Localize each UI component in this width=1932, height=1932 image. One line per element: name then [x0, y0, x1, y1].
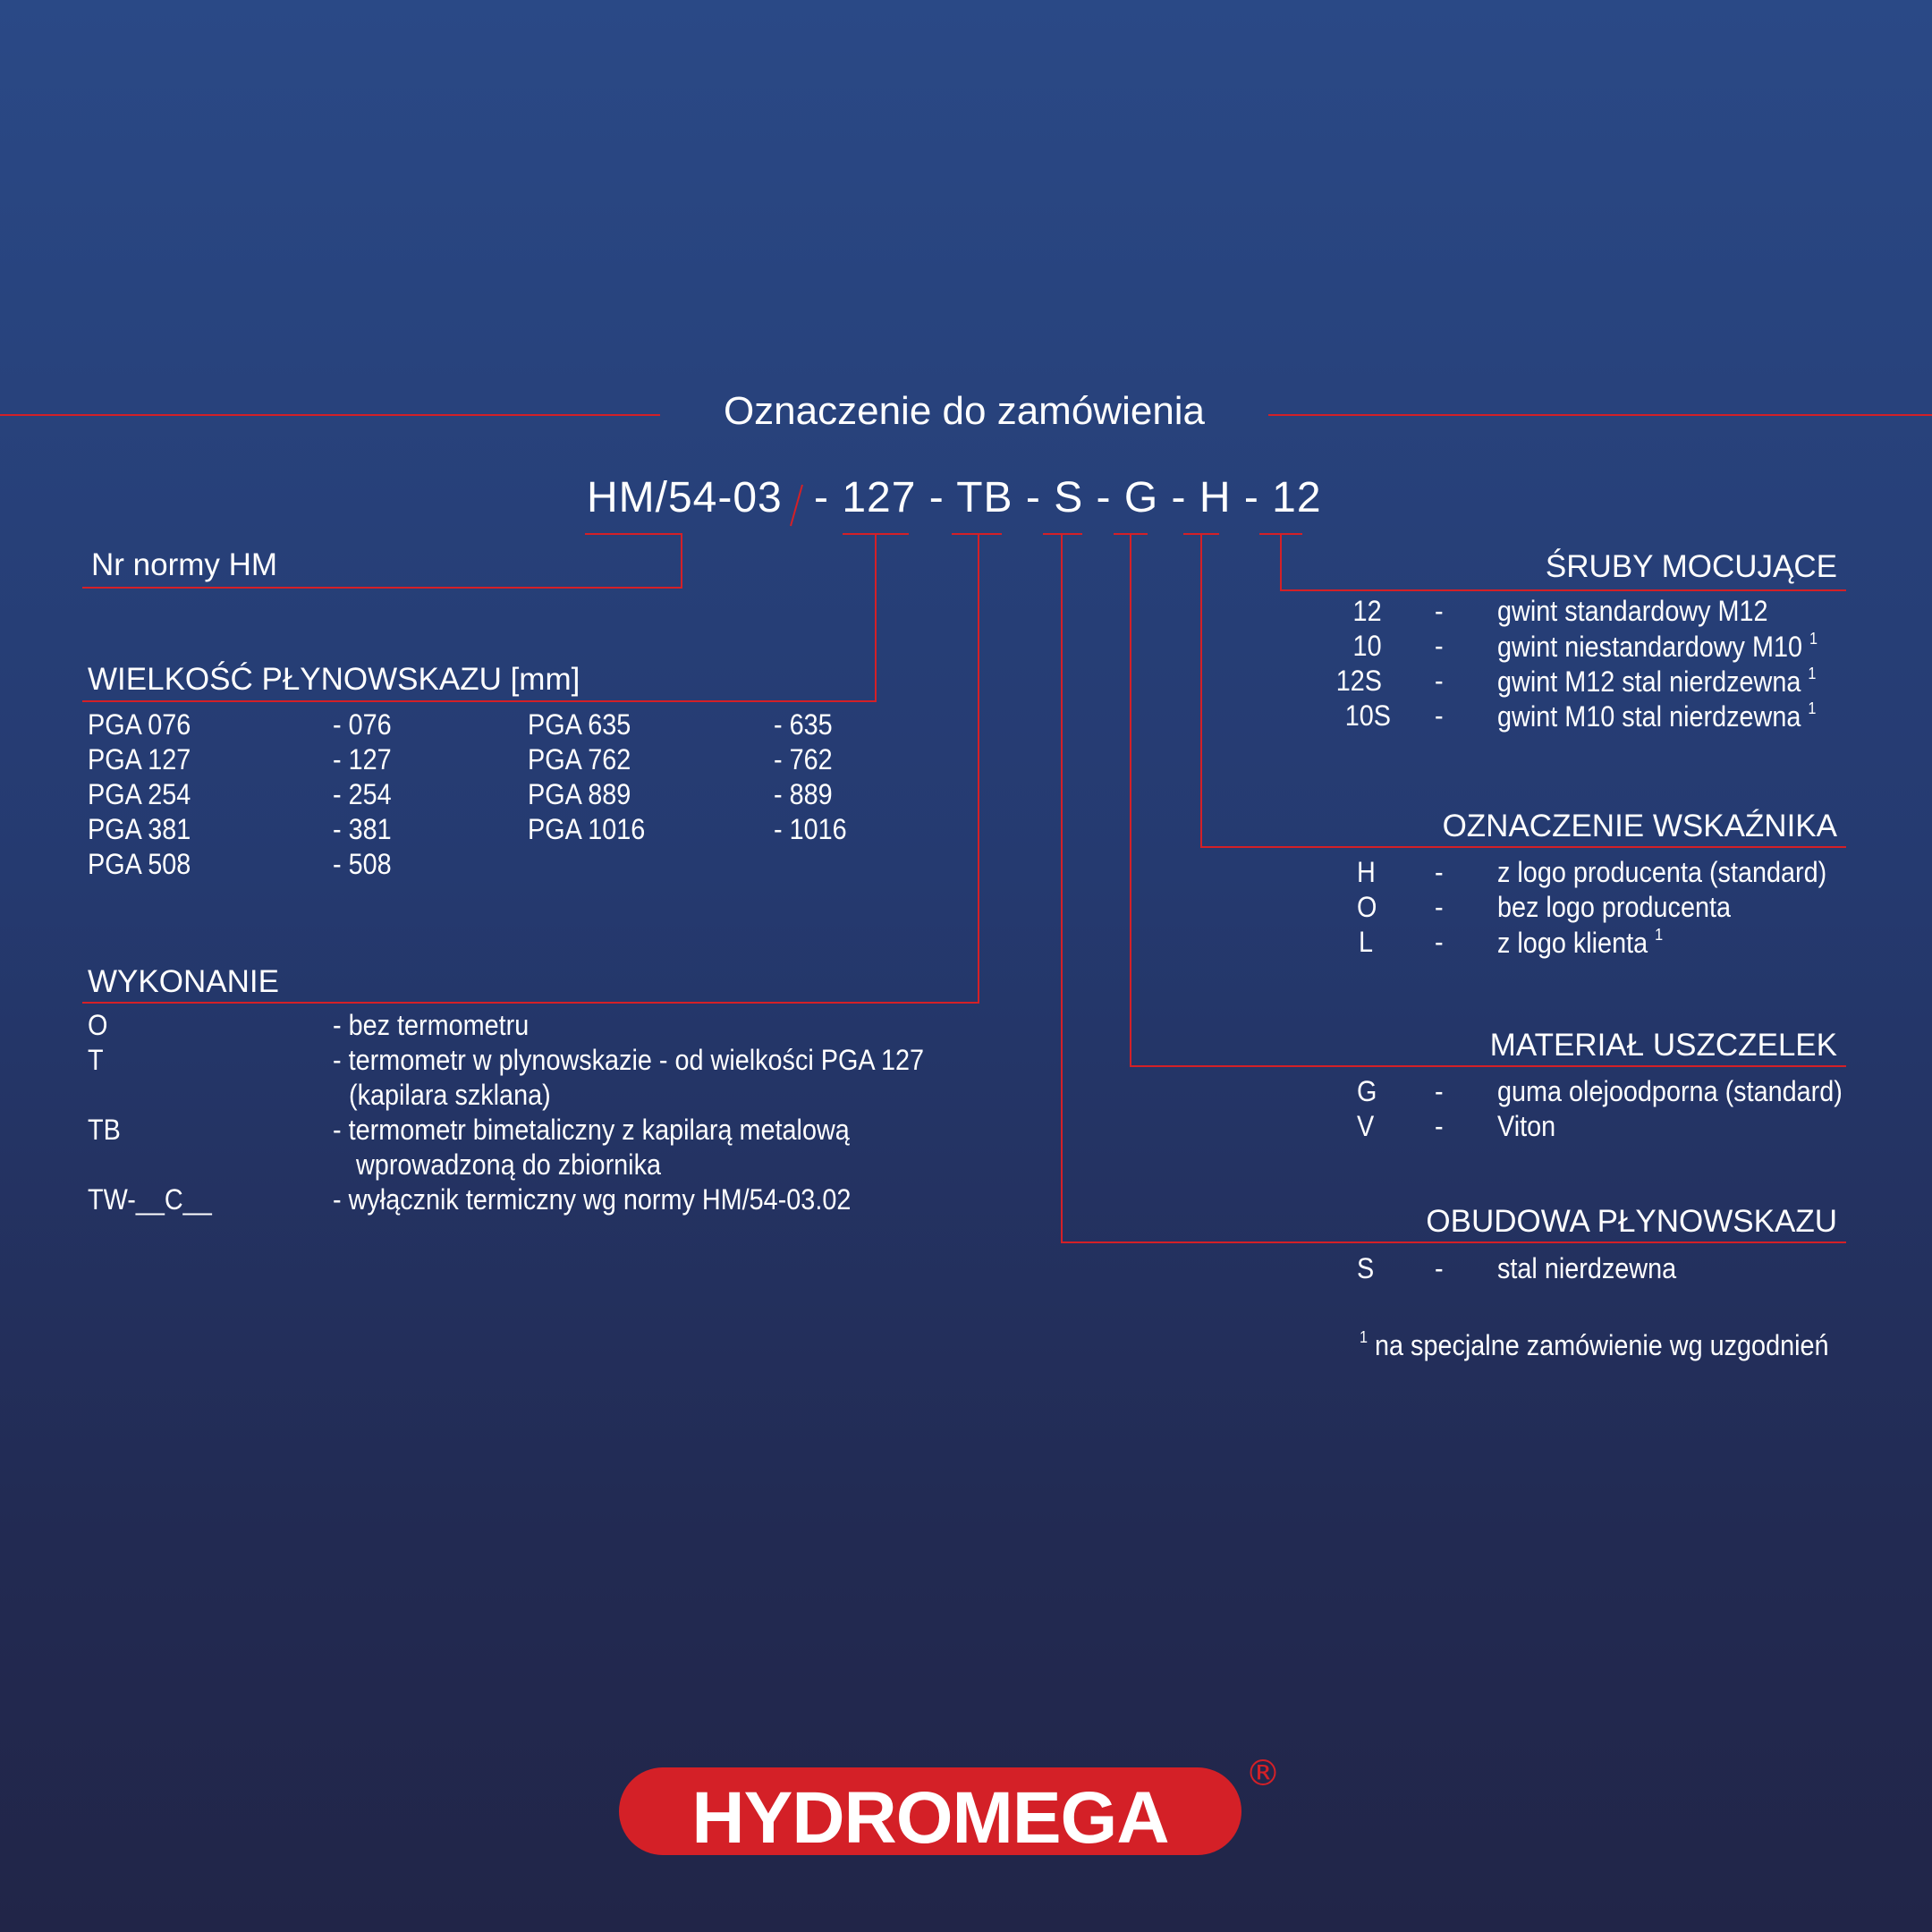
screw-dash: -: [1435, 699, 1444, 732]
screw-desc: gwint standardowy M12: [1497, 595, 1768, 627]
size-code: - 762: [774, 743, 833, 775]
size-code: - 1016: [774, 813, 847, 845]
size-name: PGA 635: [528, 708, 631, 741]
seal-desc: Viton: [1497, 1110, 1556, 1142]
logo-text: HYDROMEGA: [691, 1777, 1169, 1859]
housing-code: S: [1357, 1252, 1375, 1284]
page-title: Oznaczenie do zamówienia: [723, 389, 1206, 433]
execution-code: TW-__C__: [88, 1183, 212, 1216]
order-code-rest: - 127 - TB - S - G - H - 12: [814, 474, 1322, 521]
footnote-marker: 1: [1655, 926, 1664, 944]
seals-heading: MATERIAŁ USZCZELEK: [1489, 1028, 1837, 1063]
indicator-code: H: [1357, 856, 1376, 888]
size-name: PGA 889: [528, 778, 631, 810]
footnote-marker: 1: [1809, 630, 1818, 648]
footnote-marker: 1: [1808, 665, 1817, 682]
screw-dash: -: [1435, 595, 1444, 627]
code-slash: [791, 485, 802, 526]
execution-desc: - bez termometru: [333, 1009, 530, 1041]
norm-label: Nr normy HM: [91, 547, 278, 582]
size-code: - 254: [333, 778, 392, 810]
size-name: PGA 1016: [528, 813, 646, 845]
execution-code: T: [88, 1044, 104, 1076]
size-code: - 381: [333, 813, 392, 845]
indicator-dash: -: [1435, 926, 1444, 958]
footnote: $^1$ na specjalne zamówienie wg uzgodnień: [1360, 1328, 1829, 1361]
indicator-heading: OZNACZENIE WSKAŹNIKA: [1442, 809, 1837, 843]
screw-desc: gwint niestandardowy M10 $^1$: [1497, 630, 1818, 663]
screw-desc: gwint M10 stal nierdzewna $^1$: [1497, 699, 1817, 733]
size-name: PGA 508: [88, 848, 191, 880]
size-name: PGA 381: [88, 813, 191, 845]
seal-code: G: [1357, 1075, 1377, 1107]
execution-desc-cont: wprowadzoną do zbiornika: [356, 1148, 662, 1181]
registered-mark: ®: [1245, 1753, 1281, 1794]
size-code: - 635: [774, 708, 833, 741]
size-code: - 889: [774, 778, 833, 810]
screw-desc: gwint M12 stal nierdzewna $^1$: [1497, 665, 1817, 698]
hydromega-logo: [617, 1753, 1281, 1859]
housing-desc: stal nierdzewna: [1497, 1252, 1677, 1284]
screw-code: 12S: [1335, 665, 1382, 697]
screw-code: 12: [1352, 595, 1382, 627]
footnote-marker: 1: [1360, 1328, 1368, 1346]
screw-code: 10: [1352, 630, 1382, 662]
screw-dash: -: [1435, 630, 1444, 662]
execution-desc-cont: (kapilara szklana): [349, 1079, 551, 1111]
size-code: - 127: [333, 743, 392, 775]
execution-heading: WYKONANIE: [88, 964, 279, 999]
seal-desc: guma olejoodporna (standard): [1497, 1075, 1843, 1107]
size-name: PGA 254: [88, 778, 191, 810]
indicator-dash: -: [1435, 891, 1444, 923]
size-name: PGA 762: [528, 743, 631, 775]
execution-code: O: [88, 1009, 108, 1041]
size-name: PGA 127: [88, 743, 191, 775]
screw-code: 10S: [1344, 699, 1391, 732]
housing-heading: OBUDOWA PŁYNOWSKAZU: [1426, 1204, 1837, 1239]
indicator-code: L: [1359, 926, 1374, 958]
seal-dash: -: [1435, 1110, 1444, 1142]
size-name: PGA 076: [88, 708, 191, 741]
execution-code: TB: [88, 1114, 121, 1146]
footnote-marker: 1: [1808, 699, 1817, 717]
seal-dash: -: [1435, 1075, 1444, 1107]
execution-desc: - wyłącznik termiczny wg normy HM/54-03.02: [333, 1183, 852, 1216]
size-heading: WIELKOŚĆ PŁYNOWSKAZU [mm]: [88, 662, 580, 697]
indicator-desc: z logo producenta (standard): [1497, 856, 1827, 888]
order-code-norm: HM/54-03: [587, 474, 783, 521]
size-code: - 076: [333, 708, 392, 741]
execution-desc: - termometr w plynowskazie - od wielkości PGA 127: [333, 1044, 925, 1076]
seal-code: V: [1357, 1110, 1375, 1142]
screws-heading: ŚRUBY MOCUJĄCE: [1545, 549, 1837, 584]
indicator-code: O: [1357, 891, 1377, 923]
housing-dash: -: [1435, 1252, 1444, 1284]
indicator-desc: z logo klienta $^1$: [1497, 926, 1664, 959]
indicator-desc: bez logo producenta: [1497, 891, 1731, 923]
execution-desc: - termometr bimetaliczny z kapilarą metalową: [333, 1114, 850, 1146]
size-code: - 508: [333, 848, 392, 880]
screw-dash: -: [1435, 665, 1444, 697]
indicator-dash: -: [1435, 856, 1444, 888]
